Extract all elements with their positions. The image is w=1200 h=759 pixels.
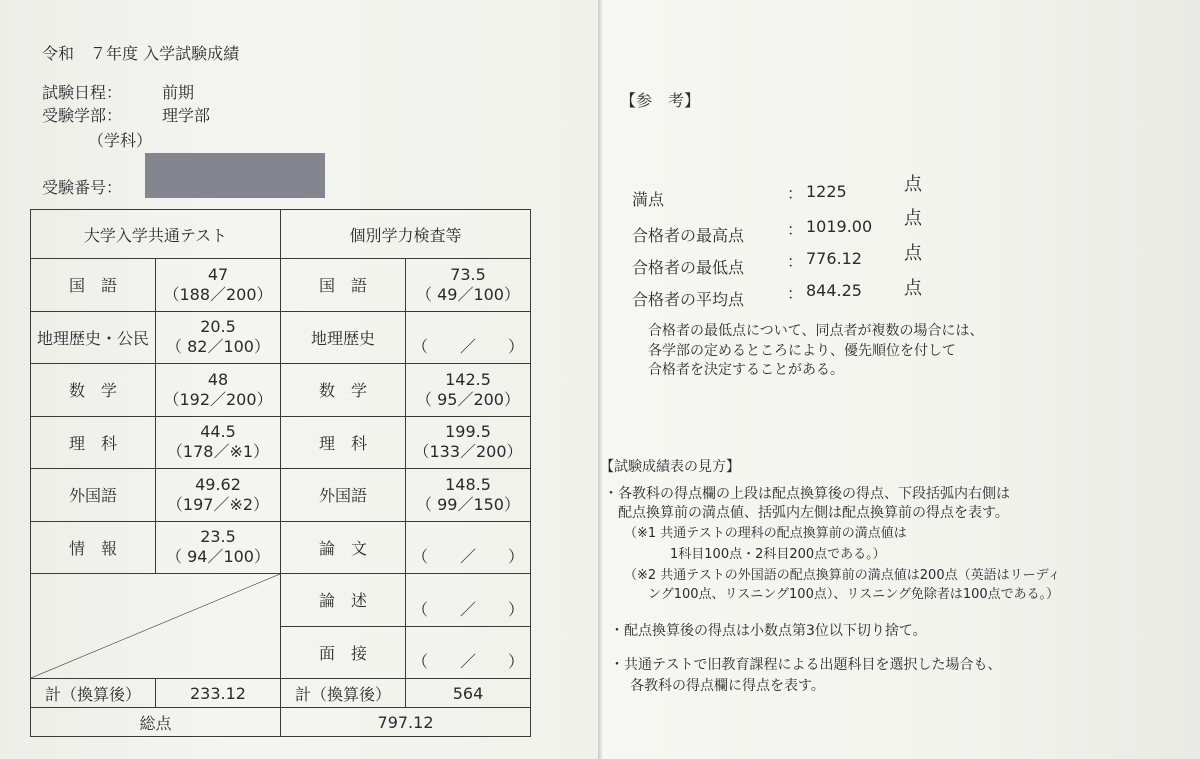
common-raw-score: （ 82／100） bbox=[166, 337, 270, 357]
stat-value: 1225 bbox=[806, 182, 847, 201]
howto-line: ・配点換算後の得点は小数点第3位以下切り捨て。 bbox=[610, 623, 927, 639]
individual-score: 148.5 bbox=[445, 474, 491, 494]
exam-number-label: 受験番号： bbox=[42, 178, 123, 197]
individual-score-cell bbox=[406, 626, 531, 679]
individual-raw-score: （133／200） bbox=[413, 442, 523, 462]
individual-total: 564 bbox=[406, 679, 531, 708]
individual-score: 199.5 bbox=[445, 422, 491, 442]
common-subject: 情 報 bbox=[31, 521, 156, 574]
individual-score-cell bbox=[406, 574, 531, 627]
stat-label: 合格者の平均点 bbox=[632, 290, 745, 309]
grand-total-label: 総点 bbox=[31, 708, 281, 737]
stat-value: 844.25 bbox=[806, 281, 862, 300]
stat-colon: ： bbox=[787, 220, 804, 239]
stat-unit: 点 bbox=[904, 278, 922, 299]
individual-score: 73.5 bbox=[450, 264, 486, 284]
note-line: 合格者の最低点について、同点者が複数の場合には、 bbox=[648, 323, 984, 339]
common-score: 47 bbox=[207, 264, 229, 284]
score-table bbox=[30, 209, 531, 737]
table-row bbox=[31, 574, 531, 627]
stat-value: 776.12 bbox=[806, 249, 862, 268]
common-score-cell bbox=[156, 364, 281, 417]
schedule-label: 試験日程： bbox=[42, 83, 123, 102]
common-score-cell bbox=[156, 311, 281, 364]
stat-unit: 点 bbox=[904, 174, 922, 195]
common-score: 48 bbox=[207, 369, 229, 389]
howto-line: ング100点、リスニング100点）、リスニング免除者は100点である。） bbox=[648, 587, 1060, 602]
faculty-label: 受験学部： bbox=[42, 106, 123, 125]
stat-colon: ： bbox=[787, 284, 804, 303]
individual-raw-score: （ 95／200） bbox=[416, 389, 520, 409]
individual-subject: 数 学 bbox=[281, 364, 406, 417]
individual-raw-score: （ ／ ） bbox=[412, 547, 525, 567]
common-raw-score: （192／200） bbox=[163, 389, 273, 409]
common-subject: 外国語 bbox=[31, 469, 156, 522]
redacted-exam-number bbox=[145, 153, 325, 198]
individual-score bbox=[406, 317, 530, 337]
common-score-cell bbox=[156, 416, 281, 469]
individual-subject: 論 文 bbox=[281, 521, 406, 574]
common-subject: 地理歴史・公民 bbox=[31, 311, 156, 364]
note-line: 合格者を決定することがある。 bbox=[648, 362, 844, 378]
diagonal-line bbox=[31, 574, 280, 678]
individual-subject: 論 述 bbox=[281, 574, 406, 627]
individual-raw-score: （ ／ ） bbox=[412, 337, 525, 357]
howto-line: （※2 共通テストの外国語の配点換算前の満点値は200点（英語はリーディ bbox=[624, 568, 1061, 583]
individual-score-cell bbox=[406, 311, 531, 364]
individual-score-cell bbox=[406, 469, 531, 522]
common-raw-score: （188／200） bbox=[163, 284, 273, 304]
stat-unit: 点 bbox=[904, 243, 922, 264]
stat-label: 合格者の最低点 bbox=[632, 258, 745, 277]
table-row bbox=[31, 521, 531, 574]
howto-line: 各教科の得点欄に得点を表す。 bbox=[630, 678, 825, 694]
common-score: 49.62 bbox=[195, 474, 241, 494]
table-row bbox=[31, 469, 531, 522]
common-score-cell bbox=[156, 259, 281, 312]
common-raw-score: （197／※2） bbox=[166, 494, 270, 514]
stat-label: 合格者の最高点 bbox=[632, 226, 745, 245]
header-common-test: 大学入学共通テスト bbox=[31, 210, 281, 259]
howto-line: 配点換算前の満点値、括弧内左側は配点換算前の得点を表す。 bbox=[618, 505, 1009, 521]
stat-label: 満点 bbox=[632, 190, 665, 209]
individual-raw-score: （ 99／150） bbox=[416, 494, 520, 514]
common-score-cell bbox=[156, 521, 281, 574]
howto-title: 【試験成績表の見方】 bbox=[600, 459, 740, 475]
common-score: 44.5 bbox=[200, 422, 236, 442]
individual-subject: 地理歴史 bbox=[281, 311, 406, 364]
individual-total-label: 計（換算後） bbox=[281, 679, 406, 708]
individual-subject: 理 科 bbox=[281, 416, 406, 469]
stat-colon: ： bbox=[787, 252, 804, 271]
header-individual-test: 個別学力検査等 bbox=[281, 210, 531, 259]
stat-colon: ： bbox=[787, 184, 804, 203]
common-total: 233.12 bbox=[156, 679, 281, 708]
note-line: 各学部の定めるところにより、優先順位を付して bbox=[648, 343, 956, 359]
table-row bbox=[31, 311, 531, 364]
howto-line: 1科目100点・2科目200点である。） bbox=[670, 547, 886, 562]
common-raw-score: （ 94／100） bbox=[166, 547, 270, 567]
common-score-cell bbox=[156, 469, 281, 522]
howto-line: ・共通テストで旧教育課程による出題科目を選択した場合も、 bbox=[610, 657, 1002, 673]
howto-line: ・各教科の得点欄の上段は配点換算後の得点、下段括弧内右側は bbox=[604, 486, 1010, 502]
individual-score-cell bbox=[406, 521, 531, 574]
document-title: 令和 ７年度 入学試験成績 bbox=[42, 44, 240, 63]
individual-score: 142.5 bbox=[445, 369, 491, 389]
table-row bbox=[31, 364, 531, 417]
individual-score-cell bbox=[406, 259, 531, 312]
common-score: 20.5 bbox=[200, 317, 236, 337]
schedule-value: 前期 bbox=[162, 83, 195, 102]
table-row bbox=[31, 259, 531, 312]
stat-unit: 点 bbox=[904, 208, 922, 229]
common-subject: 数 学 bbox=[31, 364, 156, 417]
table-row bbox=[31, 416, 531, 469]
individual-subject: 外国語 bbox=[281, 469, 406, 522]
department-label: （学科） bbox=[88, 131, 153, 150]
howto-line: （※1 共通テストの理科の配点換算前の満点値は bbox=[624, 526, 907, 541]
individual-raw-score: （ ／ ） bbox=[412, 599, 525, 619]
individual-raw-score: （ ／ ） bbox=[412, 652, 525, 672]
individual-subject: 国 語 bbox=[281, 259, 406, 312]
common-raw-score: （178／※1） bbox=[166, 442, 270, 462]
individual-score-cell bbox=[406, 416, 531, 469]
grand-total: 797.12 bbox=[281, 708, 531, 737]
faculty-value: 理学部 bbox=[162, 106, 211, 125]
right-page bbox=[602, 0, 1200, 759]
common-subject: 理 科 bbox=[31, 416, 156, 469]
stat-value: 1019.00 bbox=[806, 217, 873, 236]
individual-subject: 面 接 bbox=[281, 626, 406, 679]
individual-score bbox=[406, 527, 530, 547]
common-total-label: 計（換算後） bbox=[31, 679, 156, 708]
individual-raw-score: （ 49／100） bbox=[416, 284, 520, 304]
common-score: 23.5 bbox=[200, 527, 236, 547]
total-row bbox=[31, 679, 531, 708]
grand-total-row bbox=[31, 708, 531, 737]
blank-diagonal-cell bbox=[31, 574, 281, 679]
individual-score-cell bbox=[406, 364, 531, 417]
common-subject: 国 語 bbox=[31, 259, 156, 312]
reference-title: 【参 考】 bbox=[620, 91, 701, 110]
